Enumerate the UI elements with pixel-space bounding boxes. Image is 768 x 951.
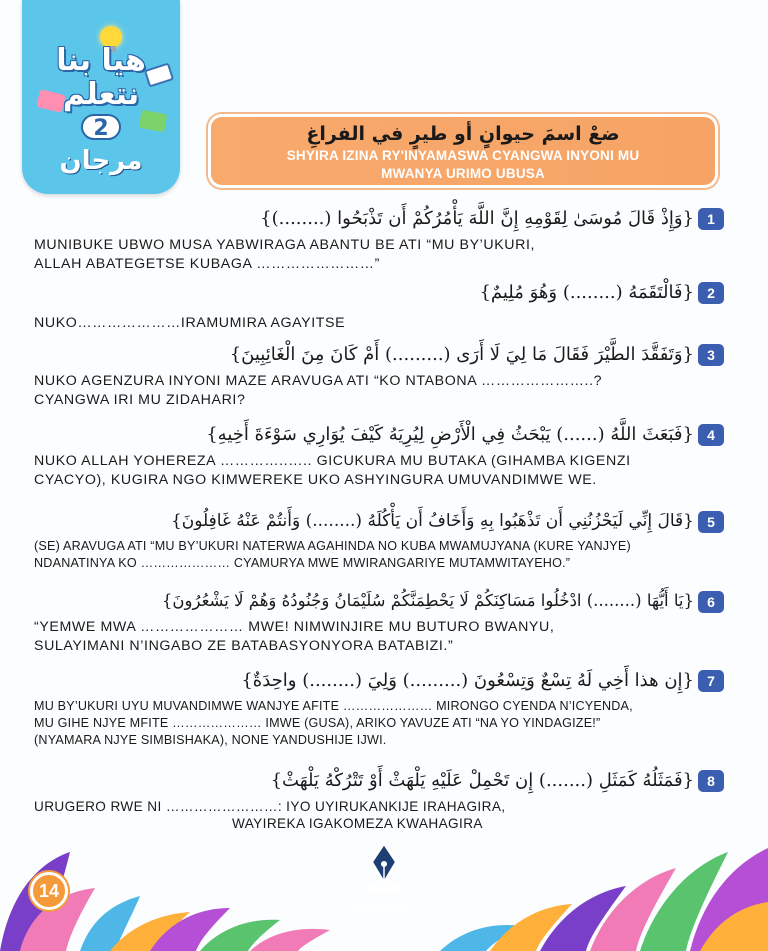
translation-line: CYANGWA IRI MU ZIDAHARI? — [34, 392, 246, 408]
exercise-item-4 — [34, 418, 724, 490]
arabic-verse-text: {قَالَ إِنِّي لَيَحْزُنُنِي أَن تَذْهَبُوا بِهِ وَأَخَافُ أَن يَأْكُلَهُ (........) وَأَنتُمْ عَنْهُ غَافِلُونَ} — [170, 511, 694, 531]
item-number-badge: 4 — [698, 424, 724, 446]
badge-title — [56, 44, 146, 112]
translation-line: (SE) ARAVUGA ATI “MU BY’UKURI NATERWA AGAHINDA NO KUBA MWAMUJYANA (KURE YANJYE) — [34, 539, 631, 553]
arabic-verse — [34, 504, 724, 538]
exercise-item-6 — [34, 584, 724, 656]
item-number-badge: 1 — [698, 208, 724, 230]
pen-nib-icon — [364, 842, 404, 898]
arabic-verse — [34, 418, 724, 452]
arabic-verse-text: {فَبَعَثَ اللَّهُ (......) يَبْحَثُ فِي الْأَرْضِ لِيُرِيَهُ كَيْفَ يُوَارِي سَوْءَةَ أَخِيهِ} — [206, 424, 694, 445]
publisher-logo — [348, 842, 420, 942]
badge-content — [32, 22, 170, 182]
translation-line: MU GIHE NJYE MFITE ………………… IMWE (GUSA), ARIKO YAVUZE ATI “NA YO YINDAGIZE!” — [34, 716, 601, 730]
logo-text: MahadSunnah — [354, 904, 414, 914]
title-kinyarwanda-line1: SHYIRA IZINA RY'INYAMASWA CYANGWA INYONI MU — [286, 148, 640, 163]
translation-line: ALLAH ABATEGETSE KUBAGA ……………………” — [34, 256, 380, 272]
exercise-item-7 — [34, 664, 724, 749]
item-number-badge: 6 — [698, 591, 724, 613]
exercise-item-5 — [34, 504, 724, 572]
translation-line: CYACYO), KUGIRA NGO KIMWEREKE UKO ASHYINGURA UMUVANDIMWE WE. — [34, 472, 597, 488]
item-number-badge: 7 — [698, 670, 724, 692]
badge-number: 2 — [81, 114, 121, 140]
translation-line: NUKO…………………IRAMUMIRA AGAYITSE — [34, 315, 346, 331]
arabic-verse — [34, 338, 724, 372]
item-number-badge: 3 — [698, 344, 724, 366]
arabic-verse — [34, 664, 724, 698]
arabic-verse-text: {وَتَفَقَّدَ الطَّيْرَ فَقَالَ مَا لِيَ لَا أَرَى (.........) أَمْ كَانَ مِنَ الْغَائِبِينَ} — [229, 344, 694, 365]
translation-line: SULAYIMANI N’INGABO ZE BATABASYONYORA BATABIZI.” — [34, 638, 454, 654]
arabic-verse — [34, 764, 724, 798]
badge-brand: مرجان — [59, 146, 143, 176]
translation-line: NUKO AGENZURA INYONI MAZE ARAVUGA ATI “KO NTABONA …………………..? — [34, 373, 603, 389]
item-number-badge: 5 — [698, 511, 724, 533]
translation-line: WAYIREKA IGAKOMEZA KWAHAGIRA — [232, 816, 483, 831]
translation-line: “YEMWE MWA ………………… MWE! NIMWINJIRE MU BUTURO BWANYU, — [34, 619, 555, 635]
arabic-verse-text: {إِن هذا أَخِي لَهُ تِسْعٌ وَتِسْعُونَ (.........) وَلِيَ (........) واحِدَةٌ} — [241, 670, 694, 691]
arabic-verse — [34, 202, 724, 236]
translation-line: NUKO ALLAH YOHEREZA …………..….. GICUKURA MU BUTAKA (GIHAMBA KIGENZI — [34, 453, 631, 469]
translation-line: NDANATINYA KO ………………… CYAMURYA MWE MWIRANGARIYE MUTAMWITAYEHO.” — [34, 556, 571, 570]
item-number-badge: 2 — [698, 282, 724, 304]
arabic-verse-text: {وَإِذْ قَالَ مُوسَىٰ لِقَوْمِهِ إِنَّ اللَّهَ يَأْمُرُكُمْ أَن تَذْبَحُوا (........)} — [260, 208, 694, 229]
translation-line: URUGERO RWE NI ……………………: IYO UYIRUKANKIJE IRAHAGIRA, — [34, 799, 506, 814]
arabic-verse-text: {فَمَثَلُهُ كَمَثَلِ (.......) إِن تَحْمِلْ عَلَيْهِ يَلْهَثْ أَوْ تَتْرُكْهُ يَلْهَثْ} — [270, 770, 694, 791]
title-kinyarwanda-line2: MWANYA URIMO UBUSA — [381, 166, 545, 181]
translation-line: (NYAMARA NJYE SIMBISHAKA), NONE YANDUSHIJE IJWI. — [34, 733, 387, 747]
page-number: 14 — [30, 872, 68, 910]
book-badge — [22, 0, 180, 194]
arabic-verse-text: {فَالْتَقَمَهُ (........) وَهُوَ مُلِيمٌ} — [479, 282, 694, 303]
arabic-verse-text: {يَا أَيُّهَا (........) ادْخُلُوا مَسَاكِنَكُمْ لَا يَحْطِمَنَّكُمْ سُلَيْمَانُ وَجُنُودُهُ وَهُمْ لَا يَشْعُرُونَ} — [161, 591, 694, 610]
item-number-badge: 8 — [698, 770, 724, 792]
title-box — [208, 114, 718, 188]
translation-line: MU BY’UKURI UYU MUVANDIMWE WANJYE AFITE ………………… MIRONGO CYENDA N’ICYENDA, — [34, 699, 633, 713]
translation-line: MUNIBUKE UBWO MUSA YABWIRAGA ABANTU BE ATI “MU BY’UKURI, — [34, 237, 536, 253]
exercise-item-1 — [34, 202, 724, 274]
arabic-verse — [34, 584, 724, 618]
badge-title-line1: هيا بنا — [56, 43, 146, 78]
badge-title-line2: نتعلم — [62, 77, 140, 112]
arabic-verse — [34, 276, 724, 310]
exercise-item-2 — [34, 276, 724, 333]
exercise-item-3 — [34, 338, 724, 410]
title-arabic: ضعْ اسمَ حيوانٍ أو طيرٍ في الفراغِ — [306, 123, 620, 145]
